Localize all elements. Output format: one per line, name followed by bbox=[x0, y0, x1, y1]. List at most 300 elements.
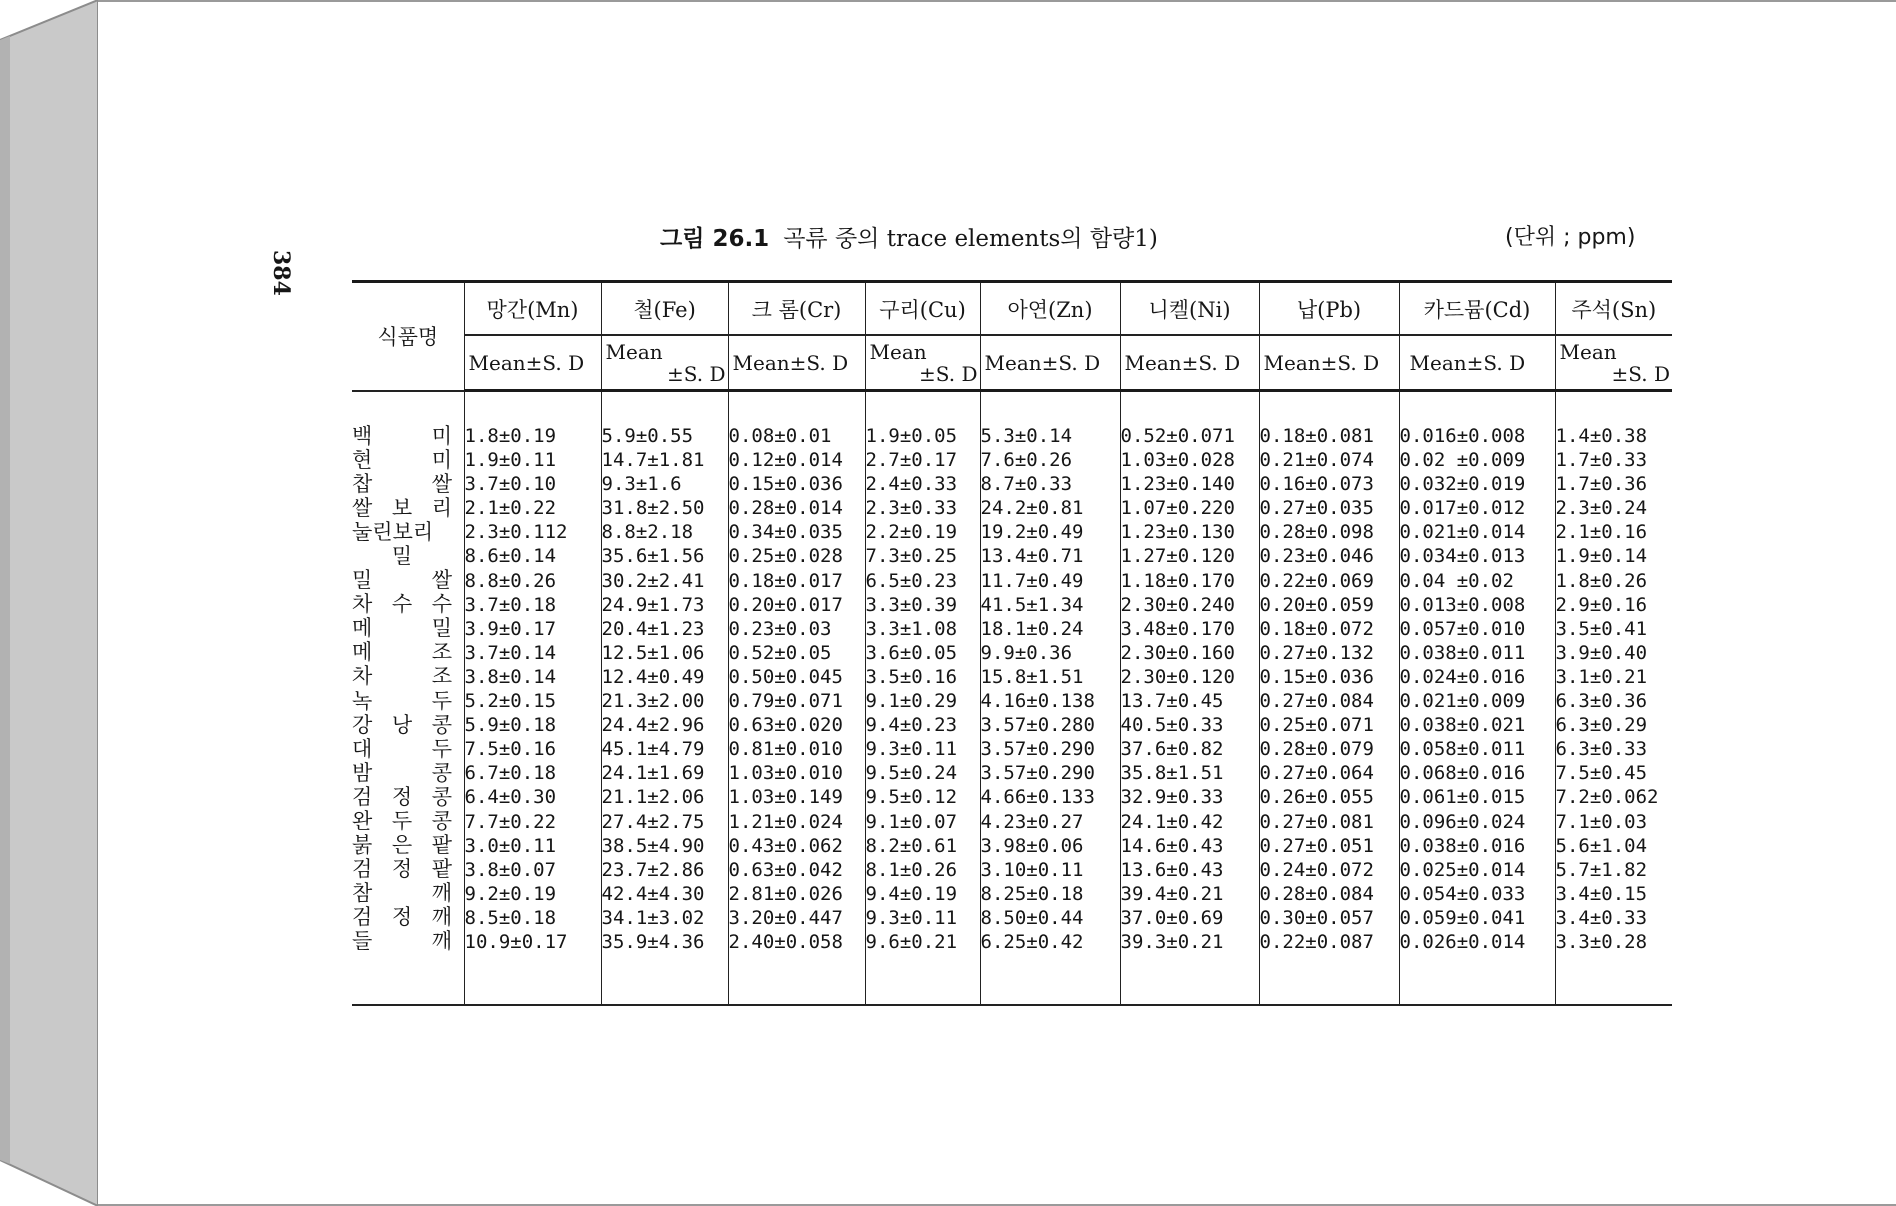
cu-value: 9.1±0.07 bbox=[865, 810, 958, 833]
sn-value: 7.1±0.03 bbox=[1555, 810, 1648, 833]
cd-value: 0.038±0.016 bbox=[1399, 834, 1526, 857]
cd-value: 0.068±0.016 bbox=[1399, 762, 1526, 785]
food-name-part: 콩 bbox=[431, 784, 452, 809]
ni-value: 35.8±1.51 bbox=[1120, 762, 1224, 785]
food-name bbox=[352, 905, 452, 929]
cu-values-column bbox=[865, 391, 980, 1006]
ni-value: 1.03±0.028 bbox=[1120, 449, 1235, 472]
food-name bbox=[352, 544, 452, 568]
mn-value: 6.4±0.30 bbox=[464, 786, 557, 809]
trace-elements-table bbox=[352, 280, 1672, 1006]
cu-value: 9.3±0.11 bbox=[865, 738, 958, 761]
pb-value: 0.28±0.084 bbox=[1259, 882, 1374, 905]
ni-value: 37.0±0.69 bbox=[1120, 906, 1224, 929]
column-header-fe: 철(Fe) bbox=[601, 282, 728, 336]
cr-value: 2.81±0.026 bbox=[728, 882, 843, 905]
sn-value: 5.6±1.04 bbox=[1555, 834, 1648, 857]
zn-value: 5.3±0.14 bbox=[980, 425, 1073, 447]
cr-value: 0.08±0.01 bbox=[728, 425, 832, 447]
cd-value: 0.021±0.014 bbox=[1399, 521, 1526, 544]
cd-value: 0.032±0.019 bbox=[1399, 473, 1526, 496]
mn-value: 3.7±0.18 bbox=[464, 593, 557, 616]
cu-value: 8.1±0.26 bbox=[865, 858, 958, 881]
mn-value: 3.7±0.14 bbox=[464, 641, 557, 664]
food-name-part: 정 bbox=[391, 857, 413, 882]
pb-value: 0.18±0.072 bbox=[1259, 617, 1374, 640]
cr-value: 0.20±0.017 bbox=[728, 593, 843, 616]
food-name-part: 깨 bbox=[431, 881, 452, 906]
food-name-part: 백 bbox=[352, 423, 373, 448]
mn-value: 3.9±0.17 bbox=[464, 617, 557, 640]
food-name bbox=[352, 448, 452, 472]
fe-value: 8.8±2.18 bbox=[601, 521, 694, 544]
cr-values-column bbox=[728, 391, 865, 1006]
food-name-part: 쌀 bbox=[352, 495, 373, 520]
mn-value: 7.5±0.16 bbox=[464, 738, 557, 761]
zn-value: 24.2±0.81 bbox=[980, 497, 1084, 520]
food-name-part: 차 bbox=[352, 592, 373, 617]
mn-value: 7.7±0.22 bbox=[464, 810, 557, 833]
cr-value: 3.20±0.447 bbox=[728, 906, 843, 929]
cd-value: 0.061±0.015 bbox=[1399, 786, 1526, 809]
food-name bbox=[352, 640, 452, 664]
cd-value: 0.059±0.041 bbox=[1399, 906, 1526, 929]
zn-values-column bbox=[980, 391, 1120, 1006]
pb-value: 0.27±0.064 bbox=[1259, 762, 1374, 785]
pb-value: 0.20±0.059 bbox=[1259, 593, 1374, 616]
column-header-cd: 카드뮴(Cd) bbox=[1399, 282, 1555, 336]
pb-value: 0.24±0.072 bbox=[1259, 858, 1374, 881]
fe-value: 38.5±4.90 bbox=[601, 834, 705, 857]
fe-value: 9.3±1.6 bbox=[601, 473, 682, 496]
fe-value: 24.1±1.69 bbox=[601, 762, 705, 785]
food-name-part: 깨 bbox=[431, 929, 452, 954]
zn-value: 4.23±0.27 bbox=[980, 810, 1084, 833]
food-name-part: 수 bbox=[391, 592, 413, 617]
mn-value: 1.9±0.11 bbox=[464, 449, 557, 472]
cu-value: 3.6±0.05 bbox=[865, 641, 958, 664]
zn-value: 4.16±0.138 bbox=[980, 690, 1095, 713]
food-name-part: 콩 bbox=[431, 712, 452, 737]
food-name-part: 밀 bbox=[352, 568, 373, 593]
food-name-part: 두 bbox=[431, 688, 452, 713]
fe-value: 34.1±3.02 bbox=[601, 906, 705, 929]
pb-value: 0.22±0.069 bbox=[1259, 569, 1374, 592]
subheader-sn bbox=[1555, 335, 1672, 391]
food-name-part: 두 bbox=[431, 736, 452, 761]
zn-value: 3.98±0.06 bbox=[980, 834, 1084, 857]
cu-value: 9.4±0.19 bbox=[865, 882, 958, 905]
subheader-ni: Mean±S. D bbox=[1120, 335, 1259, 391]
food-name-part: 쌀 bbox=[431, 471, 452, 496]
pb-value: 0.25±0.071 bbox=[1259, 714, 1374, 737]
fe-value: 21.1±2.06 bbox=[601, 786, 705, 809]
cd-value: 0.02 ±0.009 bbox=[1399, 449, 1526, 472]
cr-value: 1.03±0.010 bbox=[728, 762, 843, 785]
ni-value: 1.18±0.170 bbox=[1120, 569, 1235, 592]
fe-value: 24.9±1.73 bbox=[601, 593, 705, 616]
ni-value: 39.3±0.21 bbox=[1120, 930, 1224, 953]
cd-value: 0.026±0.014 bbox=[1399, 930, 1526, 953]
subheader-sd: ±S. D bbox=[1611, 361, 1670, 386]
food-name-part: 정 bbox=[391, 905, 413, 930]
ni-value: 24.1±0.42 bbox=[1120, 810, 1224, 833]
cd-value: 0.013±0.008 bbox=[1399, 593, 1526, 616]
food-name-part: 조 bbox=[431, 664, 452, 689]
food-name-column bbox=[352, 391, 464, 1006]
fe-value: 31.8±2.50 bbox=[601, 497, 705, 520]
zn-value: 4.66±0.133 bbox=[980, 786, 1095, 809]
fe-value: 35.6±1.56 bbox=[601, 545, 705, 568]
food-name-part: 조 bbox=[431, 640, 452, 665]
pb-value: 0.30±0.057 bbox=[1259, 906, 1374, 929]
cd-value: 0.034±0.013 bbox=[1399, 545, 1526, 568]
book-edge bbox=[0, 0, 98, 1206]
food-name-part: 메 bbox=[352, 640, 373, 665]
cr-value: 0.52±0.05 bbox=[728, 641, 832, 664]
zn-value: 9.9±0.36 bbox=[980, 641, 1073, 664]
sn-value: 1.8±0.26 bbox=[1555, 569, 1648, 592]
zn-value: 13.4±0.71 bbox=[980, 545, 1084, 568]
pb-value: 0.16±0.073 bbox=[1259, 473, 1374, 496]
food-name bbox=[352, 424, 452, 448]
fe-value: 5.9±0.55 bbox=[601, 425, 694, 447]
sn-value: 7.2±0.062 bbox=[1555, 786, 1659, 809]
fe-value: 14.7±1.81 bbox=[601, 449, 705, 472]
zn-value: 18.1±0.24 bbox=[980, 617, 1084, 640]
food-name-part: 현 bbox=[352, 447, 373, 472]
sn-value: 3.4±0.33 bbox=[1555, 906, 1648, 929]
food-name bbox=[352, 833, 452, 857]
zn-value: 3.57±0.290 bbox=[980, 762, 1095, 785]
subheader-mean: Mean bbox=[1559, 339, 1617, 364]
ni-value: 1.23±0.140 bbox=[1120, 473, 1235, 496]
subheader-mean: Mean bbox=[869, 339, 927, 364]
subheader-mn: Mean±S. D bbox=[464, 335, 601, 391]
sn-value: 1.7±0.36 bbox=[1555, 473, 1648, 496]
food-name-part: 차 bbox=[352, 664, 373, 689]
subheader-sd: ±S. D bbox=[667, 361, 726, 386]
food-name-part: 녹 bbox=[352, 688, 373, 713]
subheader-cd: Mean±S. D bbox=[1399, 335, 1555, 391]
sn-values-column bbox=[1555, 391, 1672, 1006]
caption-title: 곡류 중의 trace elements의 함량1) bbox=[783, 226, 1158, 252]
cu-value: 9.4±0.23 bbox=[865, 714, 958, 737]
figure-label: 그림 26.1 bbox=[660, 226, 770, 252]
zn-value: 41.5±1.34 bbox=[980, 593, 1084, 616]
cr-value: 0.43±0.062 bbox=[728, 834, 843, 857]
cu-value: 2.4±0.33 bbox=[865, 473, 958, 496]
cr-value: 0.34±0.035 bbox=[728, 521, 843, 544]
mn-value: 2.3±0.112 bbox=[464, 521, 568, 544]
food-name-part: 콩 bbox=[431, 760, 452, 785]
fe-value: 30.2±2.41 bbox=[601, 569, 705, 592]
food-name-part: 팥 bbox=[431, 857, 452, 882]
mn-value: 5.2±0.15 bbox=[464, 690, 557, 713]
cr-value: 0.23±0.03 bbox=[728, 617, 832, 640]
cd-value: 0.038±0.011 bbox=[1399, 641, 1526, 664]
food-name-part: 검 bbox=[352, 784, 373, 809]
fe-value: 12.5±1.06 bbox=[601, 641, 705, 664]
food-name-part: 붉 bbox=[352, 833, 373, 858]
fe-value: 45.1±4.79 bbox=[601, 738, 705, 761]
cd-value: 0.058±0.011 bbox=[1399, 738, 1526, 761]
pb-value: 0.26±0.055 bbox=[1259, 786, 1374, 809]
ni-value: 1.07±0.220 bbox=[1120, 497, 1235, 520]
zn-value: 8.50±0.44 bbox=[980, 906, 1084, 929]
food-name-part: 은 bbox=[391, 833, 413, 858]
cu-value: 2.3±0.33 bbox=[865, 497, 958, 520]
food-name bbox=[352, 929, 452, 953]
ni-value: 2.30±0.160 bbox=[1120, 641, 1235, 664]
cr-value: 2.40±0.058 bbox=[728, 930, 843, 953]
fe-values-column bbox=[601, 391, 728, 1006]
cd-value: 0.016±0.008 bbox=[1399, 425, 1526, 447]
subheader-pb: Mean±S. D bbox=[1259, 335, 1399, 391]
mn-value: 8.8±0.26 bbox=[464, 569, 557, 592]
ni-value: 39.4±0.21 bbox=[1120, 882, 1224, 905]
food-name-part: 쌀 bbox=[431, 568, 452, 593]
pb-value: 0.28±0.079 bbox=[1259, 738, 1374, 761]
food-name-part: 미 bbox=[431, 423, 452, 448]
cd-value: 0.038±0.021 bbox=[1399, 714, 1526, 737]
cd-value: 0.054±0.033 bbox=[1399, 882, 1526, 905]
sn-value: 2.3±0.24 bbox=[1555, 497, 1648, 520]
cr-value: 0.79±0.071 bbox=[728, 690, 843, 713]
sn-value: 1.9±0.14 bbox=[1555, 545, 1648, 568]
food-name bbox=[352, 737, 452, 761]
cu-value: 6.5±0.23 bbox=[865, 569, 958, 592]
food-name-part: 대 bbox=[352, 736, 373, 761]
sn-value: 3.4±0.15 bbox=[1555, 882, 1648, 905]
mn-value: 6.7±0.18 bbox=[464, 762, 557, 785]
ni-value: 1.23±0.130 bbox=[1120, 521, 1235, 544]
mn-value: 3.0±0.11 bbox=[464, 834, 557, 857]
pb-value: 0.21±0.074 bbox=[1259, 449, 1374, 472]
column-header-mn: 망간(Mn) bbox=[464, 282, 601, 336]
cr-value: 0.25±0.028 bbox=[728, 545, 843, 568]
subheader-cu bbox=[865, 335, 980, 391]
food-name bbox=[352, 592, 452, 616]
food-name-part: 밀 bbox=[431, 616, 452, 641]
food-name-part: 들 bbox=[352, 929, 373, 954]
mn-value: 3.8±0.07 bbox=[464, 858, 557, 881]
food-name-part: 눌린보리 bbox=[352, 519, 434, 544]
food-name-part: 참 bbox=[352, 881, 373, 906]
cd-value: 0.017±0.012 bbox=[1399, 497, 1526, 520]
ni-value: 2.30±0.240 bbox=[1120, 593, 1235, 616]
food-name bbox=[352, 881, 452, 905]
food-name-part: 미 bbox=[431, 447, 452, 472]
food-name bbox=[352, 785, 452, 809]
cd-value: 0.021±0.009 bbox=[1399, 690, 1526, 713]
mn-value: 1.8±0.19 bbox=[464, 425, 557, 447]
sn-value: 2.9±0.16 bbox=[1555, 593, 1648, 616]
cr-value: 0.18±0.017 bbox=[728, 569, 843, 592]
ni-value: 0.52±0.071 bbox=[1120, 425, 1235, 447]
subheader-fe bbox=[601, 335, 728, 391]
pb-value: 0.27±0.084 bbox=[1259, 690, 1374, 713]
food-name bbox=[352, 520, 452, 544]
food-name bbox=[352, 616, 452, 640]
ni-value: 40.5±0.33 bbox=[1120, 714, 1224, 737]
food-name-part: 낭 bbox=[391, 712, 413, 737]
pb-value: 0.27±0.132 bbox=[1259, 641, 1374, 664]
mn-value: 10.9±0.17 bbox=[464, 930, 568, 953]
cr-value: 0.50±0.045 bbox=[728, 665, 843, 688]
fe-value: 42.4±4.30 bbox=[601, 882, 705, 905]
cr-value: 0.81±0.010 bbox=[728, 738, 843, 761]
zn-value: 8.7±0.33 bbox=[980, 473, 1073, 496]
fe-value: 35.9±4.36 bbox=[601, 930, 705, 953]
zn-value: 3.10±0.11 bbox=[980, 858, 1084, 881]
ni-value: 37.6±0.82 bbox=[1120, 738, 1224, 761]
food-name bbox=[352, 496, 452, 520]
pb-value: 0.15±0.036 bbox=[1259, 665, 1374, 688]
cr-value: 0.28±0.014 bbox=[728, 497, 843, 520]
sn-value: 3.9±0.40 bbox=[1555, 641, 1648, 664]
pb-values-column bbox=[1259, 391, 1399, 1006]
mn-value: 3.7±0.10 bbox=[464, 473, 557, 496]
mn-value: 9.2±0.19 bbox=[464, 882, 557, 905]
mn-value: 8.5±0.18 bbox=[464, 906, 557, 929]
zn-value: 15.8±1.51 bbox=[980, 665, 1084, 688]
cu-value: 3.5±0.16 bbox=[865, 665, 958, 688]
food-name bbox=[352, 664, 452, 688]
food-name-part: 밤 bbox=[352, 760, 373, 785]
page-number: 384 bbox=[268, 250, 294, 296]
sn-value: 3.1±0.21 bbox=[1555, 665, 1648, 688]
ni-values-column bbox=[1120, 391, 1259, 1006]
mn-value: 3.8±0.14 bbox=[464, 665, 557, 688]
zn-value: 3.57±0.290 bbox=[980, 738, 1095, 761]
pb-value: 0.23±0.046 bbox=[1259, 545, 1374, 568]
food-name-part: 수 bbox=[431, 592, 452, 617]
food-name bbox=[352, 689, 452, 713]
mn-value: 2.1±0.22 bbox=[464, 497, 557, 520]
cu-value: 8.2±0.61 bbox=[865, 834, 958, 857]
mn-values-column bbox=[464, 391, 601, 1006]
food-name-part: 두 bbox=[391, 809, 413, 833]
table-caption bbox=[660, 220, 1158, 253]
pb-value: 0.18±0.081 bbox=[1259, 425, 1374, 447]
cr-value: 1.21±0.024 bbox=[728, 810, 843, 833]
subheader-mean: Mean bbox=[605, 339, 663, 364]
cu-value: 3.3±1.08 bbox=[865, 617, 958, 640]
food-name-header: 식품명 bbox=[352, 282, 464, 391]
column-header-sn: 주석(Sn) bbox=[1555, 282, 1672, 336]
cr-value: 1.03±0.149 bbox=[728, 786, 843, 809]
cu-value: 2.2±0.19 bbox=[865, 521, 958, 544]
ni-value: 13.6±0.43 bbox=[1120, 858, 1224, 881]
food-name bbox=[352, 809, 452, 833]
cd-value: 0.025±0.014 bbox=[1399, 858, 1526, 881]
food-name-part: 밀 bbox=[391, 543, 413, 568]
fe-value: 21.3±2.00 bbox=[601, 690, 705, 713]
cu-value: 7.3±0.25 bbox=[865, 545, 958, 568]
fe-value: 20.4±1.23 bbox=[601, 617, 705, 640]
sn-value: 2.1±0.16 bbox=[1555, 521, 1648, 544]
food-name-part: 검 bbox=[352, 905, 373, 930]
column-header-cr: 크 롬(Cr) bbox=[728, 282, 865, 336]
zn-value: 8.25±0.18 bbox=[980, 882, 1084, 905]
pb-value: 0.27±0.051 bbox=[1259, 834, 1374, 857]
ni-value: 1.27±0.120 bbox=[1120, 545, 1235, 568]
cu-value: 9.5±0.12 bbox=[865, 786, 958, 809]
mn-value: 8.6±0.14 bbox=[464, 545, 557, 568]
food-name-part: 팥 bbox=[431, 833, 452, 858]
cd-values-column bbox=[1399, 391, 1555, 1006]
column-header-cu: 구리(Cu) bbox=[865, 282, 980, 336]
zn-value: 11.7±0.49 bbox=[980, 569, 1084, 592]
food-name-part: 리 bbox=[431, 495, 452, 520]
sn-value: 3.5±0.41 bbox=[1555, 617, 1648, 640]
fe-value: 27.4±2.75 bbox=[601, 810, 705, 833]
ni-value: 14.6±0.43 bbox=[1120, 834, 1224, 857]
cr-value: 0.63±0.020 bbox=[728, 714, 843, 737]
cr-value: 0.15±0.036 bbox=[728, 473, 843, 496]
food-name bbox=[352, 713, 452, 737]
cu-value: 1.9±0.05 bbox=[865, 425, 958, 447]
ni-value: 13.7±0.45 bbox=[1120, 690, 1224, 713]
cr-value: 0.12±0.014 bbox=[728, 449, 843, 472]
fe-value: 12.4±0.49 bbox=[601, 665, 705, 688]
food-name-part: 보 bbox=[391, 495, 413, 520]
cu-value: 9.6±0.21 bbox=[865, 930, 958, 953]
sn-value: 7.5±0.45 bbox=[1555, 762, 1648, 785]
food-name-part: 메 bbox=[352, 616, 373, 641]
cu-value: 2.7±0.17 bbox=[865, 449, 958, 472]
fe-value: 23.7±2.86 bbox=[601, 858, 705, 881]
sn-value: 3.3±0.28 bbox=[1555, 930, 1648, 953]
subheader-cr: Mean±S. D bbox=[728, 335, 865, 391]
food-name-part: 찹 bbox=[352, 471, 373, 496]
sn-value: 1.4±0.38 bbox=[1555, 425, 1648, 447]
food-name bbox=[352, 472, 452, 496]
zn-value: 7.6±0.26 bbox=[980, 449, 1073, 472]
sn-value: 1.7±0.33 bbox=[1555, 449, 1648, 472]
pb-value: 0.28±0.098 bbox=[1259, 521, 1374, 544]
cu-value: 3.3±0.39 bbox=[865, 593, 958, 616]
column-header-zn: 아연(Zn) bbox=[980, 282, 1120, 336]
food-name-part: 정 bbox=[391, 784, 413, 809]
food-name-part: 깨 bbox=[431, 905, 452, 930]
food-name bbox=[352, 761, 452, 785]
food-name-part: 완 bbox=[352, 809, 373, 833]
zn-value: 3.57±0.280 bbox=[980, 714, 1095, 737]
food-name bbox=[352, 568, 452, 592]
cu-value: 9.1±0.29 bbox=[865, 690, 958, 713]
cu-value: 9.5±0.24 bbox=[865, 762, 958, 785]
subheader-zn: Mean±S. D bbox=[980, 335, 1120, 391]
zn-value: 6.25±0.42 bbox=[980, 930, 1084, 953]
ni-value: 2.30±0.120 bbox=[1120, 665, 1235, 688]
sn-value: 5.7±1.82 bbox=[1555, 858, 1648, 881]
cd-value: 0.057±0.010 bbox=[1399, 617, 1526, 640]
food-name bbox=[352, 857, 452, 881]
unit-label: (단위 ; ppm) bbox=[1505, 225, 1636, 250]
pb-value: 0.27±0.081 bbox=[1259, 810, 1374, 833]
column-header-ni: 니켈(Ni) bbox=[1120, 282, 1259, 336]
cd-value: 0.096±0.024 bbox=[1399, 810, 1526, 833]
cr-value: 0.63±0.042 bbox=[728, 858, 843, 881]
sn-value: 6.3±0.36 bbox=[1555, 690, 1648, 713]
food-name-part: 검 bbox=[352, 857, 373, 882]
mn-value: 5.9±0.18 bbox=[464, 714, 557, 737]
sn-value: 6.3±0.29 bbox=[1555, 714, 1648, 737]
column-header-pb: 납(Pb) bbox=[1259, 282, 1399, 336]
cd-value: 0.024±0.016 bbox=[1399, 665, 1526, 688]
